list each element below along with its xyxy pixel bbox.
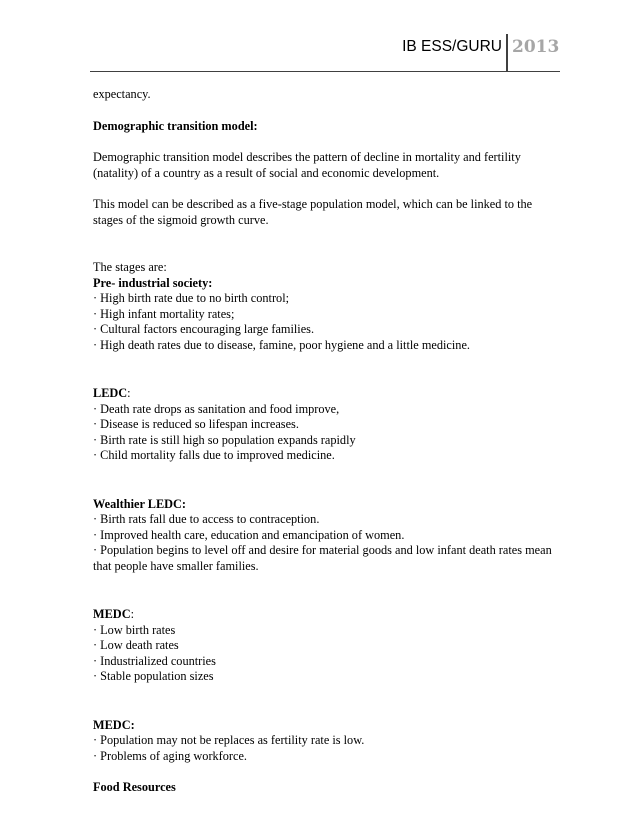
page-header [0, 0, 638, 80]
dtm-paragraph-line: (natality) of a country as a result of social and economic development. [93, 165, 440, 180]
list-item: · Problems of aging workforce. [93, 748, 248, 763]
section-heading-line [93, 386, 563, 402]
list-item: that people have smaller families. [93, 558, 259, 573]
section-heading-suffix: : [130, 607, 134, 621]
list-item: · High birth rate due to no birth control; [93, 291, 290, 305]
list-item: · Child mortality falls due to improved medicine. [93, 448, 335, 462]
list-item: · Disease is reduced so lifespan increases. [93, 417, 299, 431]
section-heading: LEDC [93, 386, 128, 400]
dtm-paragraph-line: Demographic transition model describes the pattern of decline in mortality and fertility [93, 150, 521, 164]
section-heading: MEDC: [93, 717, 135, 732]
list-item: · Population begins to level off and desire for material goods and low infant death rates mean [93, 543, 552, 557]
list-item: · Birth rate is still high so population expands rapidly [93, 432, 356, 447]
list-item: · Low birth rates [93, 622, 176, 637]
list-item: · Improved health care, education and emancipation of women. [93, 527, 405, 542]
list-item: · Birth rats fall due to access to contraception. [93, 512, 320, 526]
list-item: · Industrialized countries [93, 653, 216, 668]
list-item: · High infant mortality rates; [93, 306, 235, 321]
section-heading-line [93, 607, 563, 623]
list-item: · Death rate drops as sanitation and food improve, [93, 401, 340, 416]
header-divider [506, 34, 508, 72]
header-title: IB ESS/GURU [402, 38, 502, 55]
final-heading: Food Resources [93, 780, 176, 794]
list-item: · Stable population sizes [93, 669, 214, 683]
section-heading-suffix: : [127, 386, 131, 400]
document-body [93, 87, 563, 796]
section-heading: Pre- industrial society: [93, 275, 213, 290]
header-year: 2013 [512, 37, 560, 57]
dtm-heading: Demographic transition model: [93, 118, 258, 133]
section-heading: MEDC [93, 607, 131, 621]
intro-fragment: expectancy. [93, 87, 151, 101]
list-item: · Low death rates [93, 638, 179, 652]
stages-intro: The stages are: [93, 260, 167, 274]
five-stage-paragraph-line: stages of the sigmoid growth curve. [93, 212, 269, 227]
list-item: · High death rates due to disease, famine, poor hygiene and a little medicine. [93, 337, 470, 352]
list-item: · Population may not be replaces as fertility rate is low. [93, 733, 365, 747]
five-stage-paragraph-line: This model can be described as a five-stage population model, which can be linked to the [93, 197, 533, 211]
list-item: · Cultural factors encouraging large families. [93, 322, 315, 336]
section-heading: Wealthier LEDC: [93, 496, 187, 511]
header-rule [90, 71, 560, 72]
